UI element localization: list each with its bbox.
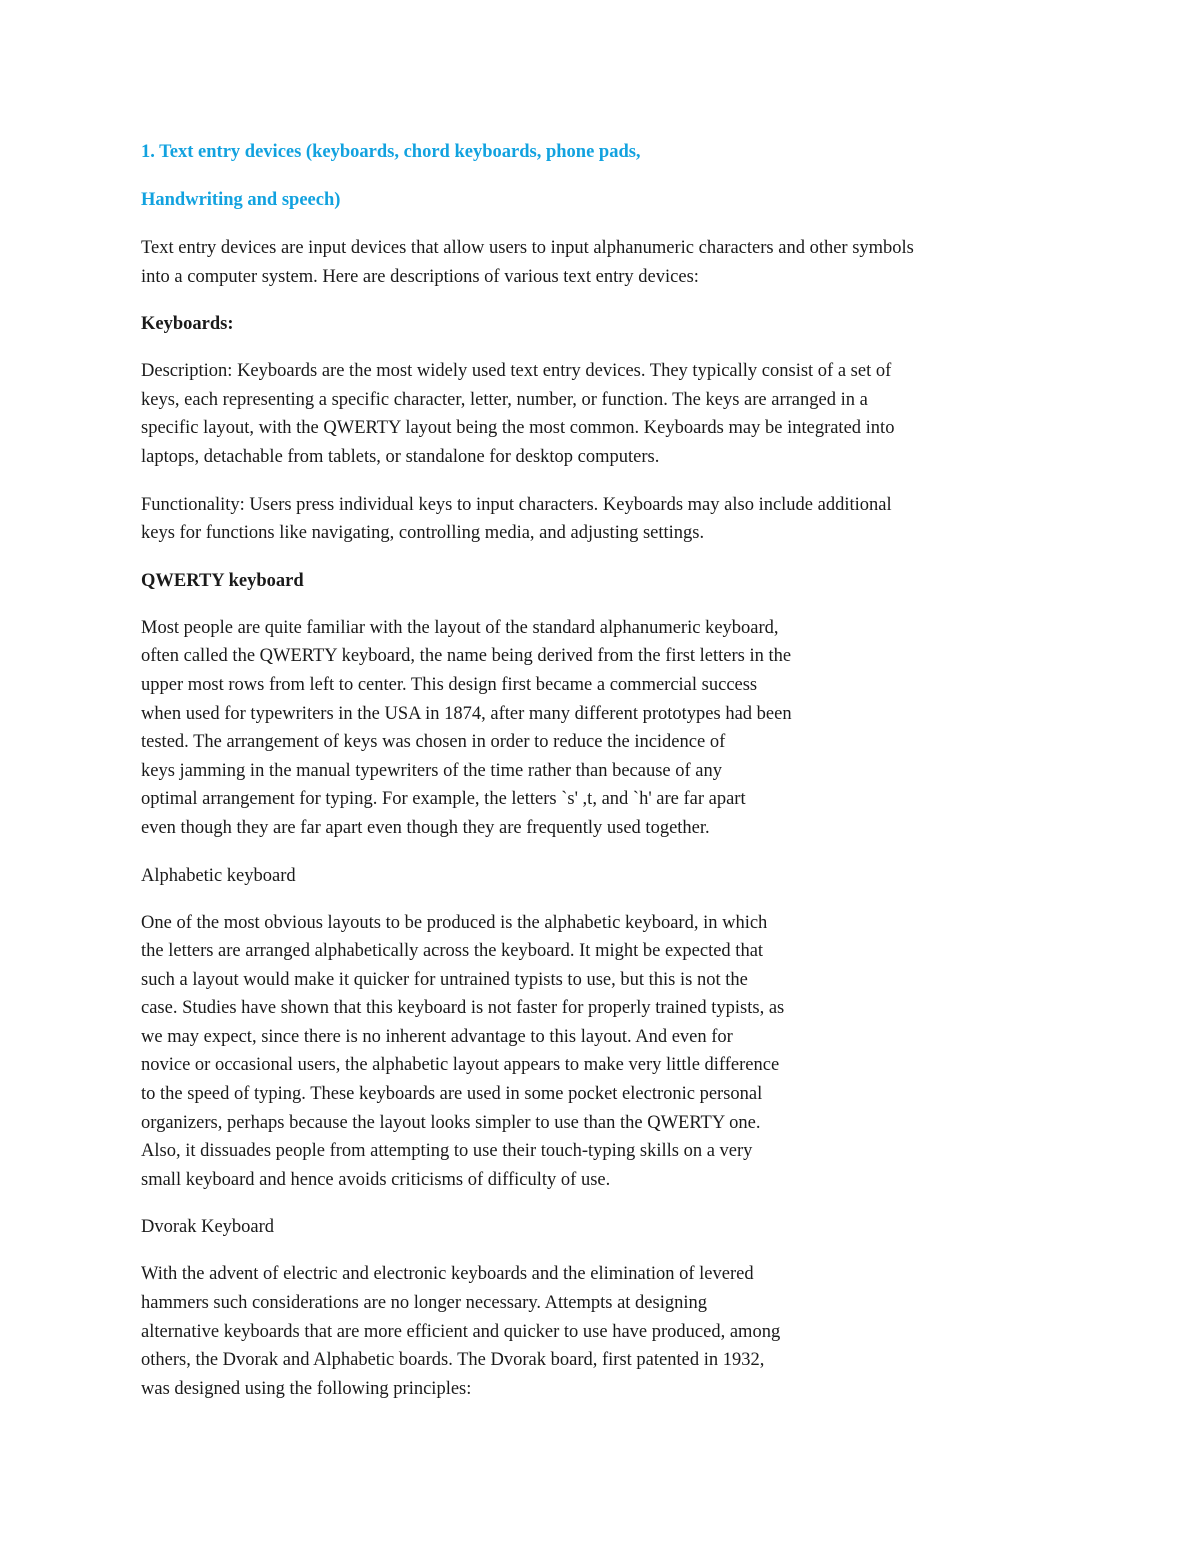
dvorak-line: was designed using the following principles: bbox=[141, 1378, 472, 1399]
alphabetic-line: organizers, perhaps because the layout looks simpler to use than the QWERTY one. bbox=[141, 1112, 761, 1133]
qwerty-line: often called the QWERTY keyboard, the name being derived from the first letters in the bbox=[141, 646, 792, 667]
qwerty-line: tested. The arrangement of keys was chosen in order to reduce the incidence of bbox=[141, 732, 726, 753]
intro-paragraph bbox=[141, 234, 1071, 291]
qwerty-line: when used for typewriters in the USA in 1874, after many different prototypes had been bbox=[141, 703, 792, 724]
alphabetic-line: novice or occasional users, the alphabetic layout appears to make very little difference bbox=[141, 1055, 780, 1076]
section-heading-continued: Handwriting and speech) bbox=[141, 190, 341, 210]
alphabetic-line: Also, it dissuades people from attempting to use their touch-typing skills on a very bbox=[141, 1141, 753, 1162]
alphabetic-line: the letters are arranged alphabetically across the keyboard. It might be expected that bbox=[141, 941, 764, 962]
alphabetic-line: One of the most obvious layouts to be produced is the alphabetic keyboard, in which bbox=[141, 912, 768, 933]
dvorak-paragraph bbox=[141, 1260, 1071, 1403]
alphabetic-line: case. Studies have shown that this keyboard is not faster for properly trained typists, as bbox=[141, 998, 785, 1019]
description-line: laptops, detachable from tablets, or standalone for desktop computers. bbox=[141, 446, 660, 467]
qwerty-heading: QWERTY keyboard bbox=[141, 570, 304, 591]
alphabetic-line: such a layout would make it quicker for untrained typists to use, but this is not the bbox=[141, 969, 748, 990]
alphabetic-line: to the speed of typing. These keyboards are used in some pocket electronic personal bbox=[141, 1084, 763, 1105]
qwerty-paragraph bbox=[141, 614, 1071, 843]
description-line: Description: Keyboards are the most widely used text entry devices. They typically consist of a set of bbox=[141, 361, 892, 382]
qwerty-line: optimal arrangement for typing. For example, the letters `s' ,t, and `h' are far apart bbox=[141, 789, 746, 810]
intro-line: into a computer system. Here are descriptions of various text entry devices: bbox=[141, 266, 699, 287]
keyboards-functionality-paragraph bbox=[141, 491, 1071, 548]
alphabetic-line: small keyboard and hence avoids criticisms of difficulty of use. bbox=[141, 1169, 611, 1190]
document-body bbox=[141, 138, 1071, 1422]
description-line: specific layout, with the QWERTY layout being the most common. Keyboards may be integrated into bbox=[141, 418, 895, 439]
intro-line: Text entry devices are input devices that allow users to input alphanumeric characters and other symbols bbox=[141, 238, 914, 258]
functionality-line: keys for functions like navigating, controlling media, and adjusting settings. bbox=[141, 523, 705, 544]
section-heading: 1. Text entry devices (keyboards, chord keyboards, phone pads, bbox=[141, 142, 641, 162]
dvorak-heading: Dvorak Keyboard bbox=[141, 1217, 275, 1238]
alphabetic-paragraph bbox=[141, 909, 1071, 1195]
description-line: keys, each representing a specific character, letter, number, or function. The keys are arranged in a bbox=[141, 389, 868, 410]
alphabetic-heading: Alphabetic keyboard bbox=[141, 865, 296, 886]
dvorak-line: hammers such considerations are no longer necessary. Attempts at designing bbox=[141, 1293, 707, 1314]
dvorak-line: With the advent of electric and electronic keyboards and the elimination of levered bbox=[141, 1264, 754, 1285]
dvorak-line: others, the Dvorak and Alphabetic boards. The Dvorak board, first patented in 1932, bbox=[141, 1350, 765, 1371]
qwerty-line: even though they are far apart even though they are frequently used together. bbox=[141, 817, 710, 838]
keyboards-description-paragraph bbox=[141, 357, 1071, 471]
qwerty-line: upper most rows from left to center. This design first became a commercial success bbox=[141, 674, 758, 695]
keyboards-heading: Keyboards: bbox=[141, 314, 234, 335]
functionality-line: Functionality: Users press individual keys to input characters. Keyboards may also include additional bbox=[141, 494, 892, 515]
alphabetic-line: we may expect, since there is no inherent advantage to this layout. And even for bbox=[141, 1026, 733, 1047]
qwerty-line: keys jamming in the manual typewriters of the time rather than because of any bbox=[141, 760, 723, 781]
qwerty-line: Most people are quite familiar with the layout of the standard alphanumeric keyboard, bbox=[141, 617, 779, 638]
dvorak-line: alternative keyboards that are more efficient and quicker to use have produced, among bbox=[141, 1321, 781, 1342]
